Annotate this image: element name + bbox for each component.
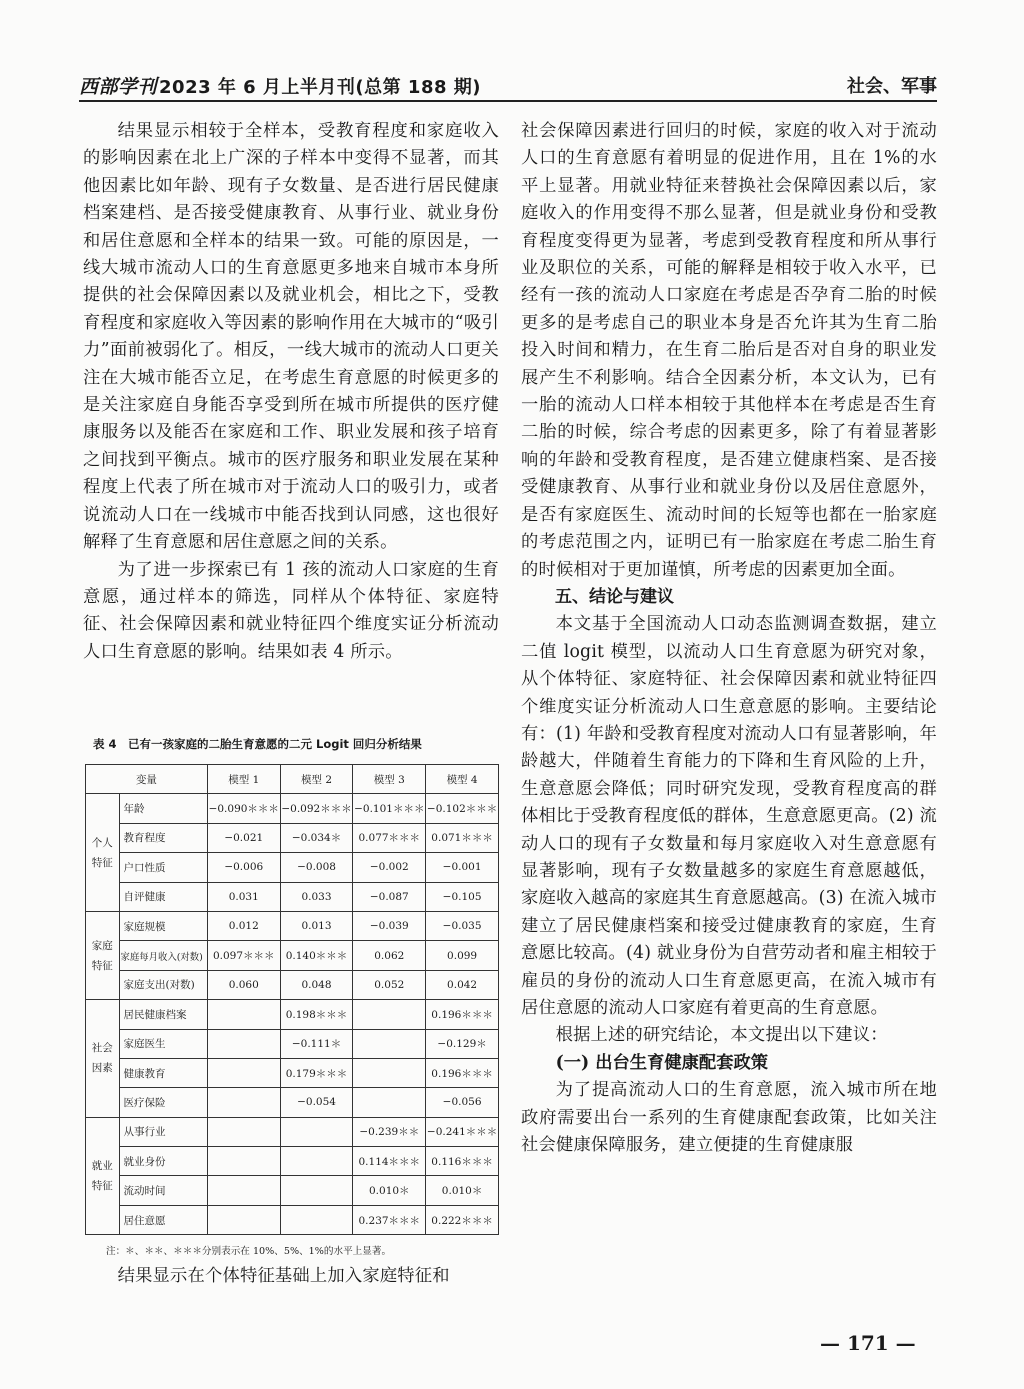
coef-cell xyxy=(207,1000,280,1029)
coef-cell: −0.092＊＊＊ xyxy=(280,794,353,823)
coef-cell xyxy=(207,1029,280,1058)
coef-cell: 0.013 xyxy=(280,911,353,940)
table-row xyxy=(86,1058,499,1087)
variable-name: 教育程度 xyxy=(119,823,207,852)
variable-name: 户口性质 xyxy=(119,853,207,882)
coef-cell: 0.048 xyxy=(280,970,353,999)
coef-cell xyxy=(280,1147,353,1176)
coef-cell: −0.105 xyxy=(426,882,499,911)
header-model-2: 模型 2 xyxy=(280,765,353,794)
coef-cell: −0.039 xyxy=(353,911,426,940)
coef-cell: 0.042 xyxy=(426,970,499,999)
page-number: — 171 — xyxy=(820,1331,916,1355)
table-row xyxy=(86,1117,499,1146)
table-row xyxy=(86,823,499,852)
coef-cell xyxy=(280,1205,353,1234)
variable-name: 家庭规模 xyxy=(119,911,207,940)
regression-table xyxy=(85,764,499,1235)
table-note: 注：＊、＊＊、＊＊＊分别表示在 10%、5%、1%的水平上显著。 xyxy=(106,1246,392,1257)
coef-cell: −0.129＊ xyxy=(426,1029,499,1058)
coef-cell: 0.097＊＊＊ xyxy=(207,941,280,970)
coef-cell: −0.111＊ xyxy=(280,1029,353,1058)
coef-cell: 0.077＊＊＊ xyxy=(353,823,426,852)
variable-name: 就业身份 xyxy=(119,1147,207,1176)
coef-cell: 0.198＊＊＊ xyxy=(280,1000,353,1029)
coef-cell xyxy=(207,1147,280,1176)
coef-cell: 0.114＊＊＊ xyxy=(353,1147,426,1176)
coef-cell: −0.090＊＊＊ xyxy=(207,794,280,823)
coef-cell xyxy=(280,1117,353,1146)
coef-cell: 0.179＊＊＊ xyxy=(280,1058,353,1087)
coef-cell: 0.052 xyxy=(353,970,426,999)
coef-cell xyxy=(353,1000,426,1029)
table-caption: 表 4 已有一孩家庭的二胎生育意愿的二元 Logit 回归分析结果 xyxy=(93,737,422,751)
coef-cell: 0.071＊＊＊ xyxy=(426,823,499,852)
coef-cell: −0.035 xyxy=(426,911,499,940)
right-paragraph-2: 本文基于全国流动人口动态监测调查数据，建立二值 logit 模型，以流动人口生育意愿为研究对象，从个体特征、家庭特征、社会保障因素和就业特征四个维度实证分析流动人口生意意愿的影响。主要结论有：(1) 年龄和受教育程度对流动人口有显著影响，年龄越大，伴随着生育能力的下降和生育风险的上升，生意意愿会降低；同时研究发现，受教育程度高的群体相比于受教育程度低的群体，生意意愿更高。(2) 流动人口的现有子女数量和每月家庭收入对生意意愿有显著影响，现有子女数量越多的家庭生育意愿越低，家庭收入越高的家庭其生育意愿越高。(3) 在流入城市建立了居民健康档案和接受过健康教育的家庭，生育意愿比较高。(4) 就业身份为自营劳动者和雇主相较于雇员的身份的流动人口生育意愿更高，在流入城市有居住意愿的流动人口家庭有着更高的生育意愿。 xyxy=(521,614,937,1018)
coef-cell: −0.002 xyxy=(353,853,426,882)
group-label: 就业 特征 xyxy=(86,1117,120,1235)
coef-cell: −0.001 xyxy=(426,853,499,882)
subsection-heading: (一) 出台生育健康配套政策 xyxy=(555,1052,769,1073)
group-label: 社会 因素 xyxy=(86,1000,120,1118)
right-paragraph-3: 根据上述的研究结论，本文提出以下建议： xyxy=(555,1025,888,1046)
coef-cell: −0.241＊＊＊ xyxy=(426,1117,499,1146)
variable-name: 流动时间 xyxy=(119,1176,207,1205)
section-heading: 五、结论与建议 xyxy=(555,586,674,607)
page-header xyxy=(79,70,937,102)
coef-cell: −0.021 xyxy=(207,823,280,852)
coef-cell: −0.102＊＊＊ xyxy=(426,794,499,823)
coef-cell: 0.099 xyxy=(426,941,499,970)
coef-cell: 0.196＊＊＊ xyxy=(426,1000,499,1029)
left-paragraph-2: 为了进一步探索已有 1 孩的流动人口家庭的生育意愿，通过样本的筛选，同样从个体特征、家庭特征、社会保障因素和就业特征四个维度实证分析流动人口生育意愿的影响。结果如表 4 所示。 xyxy=(83,559,499,662)
coef-cell: −0.008 xyxy=(280,853,353,882)
coef-cell: −0.054 xyxy=(280,1088,353,1117)
coef-cell: 0.196＊＊＊ xyxy=(426,1058,499,1087)
variable-name: 健康教育 xyxy=(119,1058,207,1087)
variable-name: 居民健康档案 xyxy=(119,1000,207,1029)
variable-name: 医疗保险 xyxy=(119,1088,207,1117)
table-row xyxy=(86,1205,499,1234)
coef-cell: 0.062 xyxy=(353,941,426,970)
right-column xyxy=(521,118,937,1159)
section-label: 社会、军事 xyxy=(847,76,937,97)
left-column xyxy=(83,118,499,666)
coef-cell: −0.006 xyxy=(207,853,280,882)
coef-cell: −0.087 xyxy=(353,882,426,911)
table-row xyxy=(86,911,499,940)
coef-cell: −0.034＊ xyxy=(280,823,353,852)
coef-cell: 0.031 xyxy=(207,882,280,911)
coef-cell xyxy=(353,1029,426,1058)
coef-cell: −0.101＊＊＊ xyxy=(353,794,426,823)
table-row xyxy=(86,1147,499,1176)
table-header-row xyxy=(86,765,499,794)
coef-cell: 0.033 xyxy=(280,882,353,911)
table-row xyxy=(86,1088,499,1117)
journal-logo: 西部学刊 xyxy=(79,76,158,98)
journal-issue-line xyxy=(79,72,481,99)
issue-label: 2023 年 6 月上半月刊(总第 188 期) xyxy=(159,77,481,98)
variable-name: 家庭支出(对数) xyxy=(119,970,207,999)
table-row xyxy=(86,941,499,970)
variable-name: 从事行业 xyxy=(119,1117,207,1146)
left-column-bottom xyxy=(83,1263,499,1290)
coef-cell xyxy=(207,1176,280,1205)
coef-cell xyxy=(353,1058,426,1087)
coef-cell: 0.237＊＊＊ xyxy=(353,1205,426,1234)
coef-cell: 0.060 xyxy=(207,970,280,999)
table-row xyxy=(86,970,499,999)
variable-name: 家庭医生 xyxy=(119,1029,207,1058)
header-model-4: 模型 4 xyxy=(426,765,499,794)
table-row xyxy=(86,794,499,823)
variable-name: 家庭每月收入(对数) xyxy=(119,941,207,970)
header-model-1: 模型 1 xyxy=(207,765,280,794)
coef-cell xyxy=(207,1205,280,1234)
coef-cell: 0.116＊＊＊ xyxy=(426,1147,499,1176)
group-label: 家庭 特征 xyxy=(86,911,120,999)
header-variable: 变量 xyxy=(86,765,208,794)
right-paragraph-4: 为了提高流动人口的生育意愿，流入城市所在地政府需要出台一系列的生育健康配套政策，比如关注社会健康保障服务，建立便捷的生育健康服 xyxy=(521,1080,937,1156)
table-row xyxy=(86,853,499,882)
coef-cell xyxy=(207,1088,280,1117)
variable-name: 自评健康 xyxy=(119,882,207,911)
coef-cell: −0.056 xyxy=(426,1088,499,1117)
coef-cell: 0.140＊＊＊ xyxy=(280,941,353,970)
left-paragraph-1: 结果显示相较于全样本，受教育程度和家庭收入的影响因素在北上广深的子样本中变得不显著，而其他因素比如年龄、现有子女数量、是否进行居民健康档案建档、是否接受健康教育、从事行业、就业身份和居住意愿和全样本的结果一致。可能的原因是，一线大城市流动人口的生育意愿更多地来自城市本身所提供的社会保障因素以及就业机会，相比之下，受教育程度和家庭收入等因素的影响作用在大城市的“吸引力”面前被弱化了。相反，一线大城市的流动人口更关注在大城市能否立足，在考虑生育意愿的时候更多的是关注家庭自身能否享受到所在城市所提供的医疗健康服务以及能否在家庭和工作、职业发展和孩子培育之间找到平衡点。城市的医疗服务和职业发展在某种程度上代表了所在城市对于流动人口的吸引力，或者说流动人口在一线城市中能否找到认同感，这也很好解释了生育意愿和居住意愿之间的关系。 xyxy=(83,121,499,553)
coef-cell xyxy=(353,1088,426,1117)
table-row xyxy=(86,1029,499,1058)
coef-cell: −0.239＊＊ xyxy=(353,1117,426,1146)
variable-name: 年龄 xyxy=(119,794,207,823)
coef-cell xyxy=(280,1176,353,1205)
table-row xyxy=(86,882,499,911)
table-row xyxy=(86,1176,499,1205)
right-paragraph-1: 社会保障因素进行回归的时候，家庭的收入对于流动人口的生育意愿有着明显的促进作用，且在 1%的水平上显著。用就业特征来替换社会保障因素以后，家庭收入的作用变得不那么显著，但是就业身份和受教育程度变得更为显著，考虑到受教育程度和所从事行业及职位的关系，可能的解释是相较于收入水平，已经有一孩的流动人口家庭在考虑是否孕育二胎的时候更多的是考虑自己的职业本身是否允许其为生育二胎投入时间和精力，在生育二胎后是否对自身的职业发展产生不利影响。结合全因素分析，本文认为，已有一胎的流动人口样本相较于其他样本在考虑是否生育二胎的时候，综合考虑的因素更多，除了有着显著影响的年龄和受教育程度，是否建立健康档案、是否接受健康教育、从事行业和就业身份以及居住意愿外，是否有家庭医生、流动时间的长短等也都在一胎家庭的考虑范围之内，证明已有一胎家庭在考虑二胎生育的时候相对于更加谨慎，所考虑的因素更加全面。 xyxy=(521,121,937,580)
left-paragraph-3: 结果显示在个体特征基础上加入家庭特征和 xyxy=(117,1266,450,1286)
coef-cell: 0.222＊＊＊ xyxy=(426,1205,499,1234)
header-model-3: 模型 3 xyxy=(353,765,426,794)
group-label: 个人 特征 xyxy=(86,794,120,912)
coef-cell xyxy=(207,1058,280,1087)
coef-cell: 0.010＊ xyxy=(353,1176,426,1205)
coef-cell: 0.010＊ xyxy=(426,1176,499,1205)
coef-cell: 0.012 xyxy=(207,911,280,940)
variable-name: 居住意愿 xyxy=(119,1205,207,1234)
coef-cell xyxy=(207,1117,280,1146)
table-row xyxy=(86,1000,499,1029)
